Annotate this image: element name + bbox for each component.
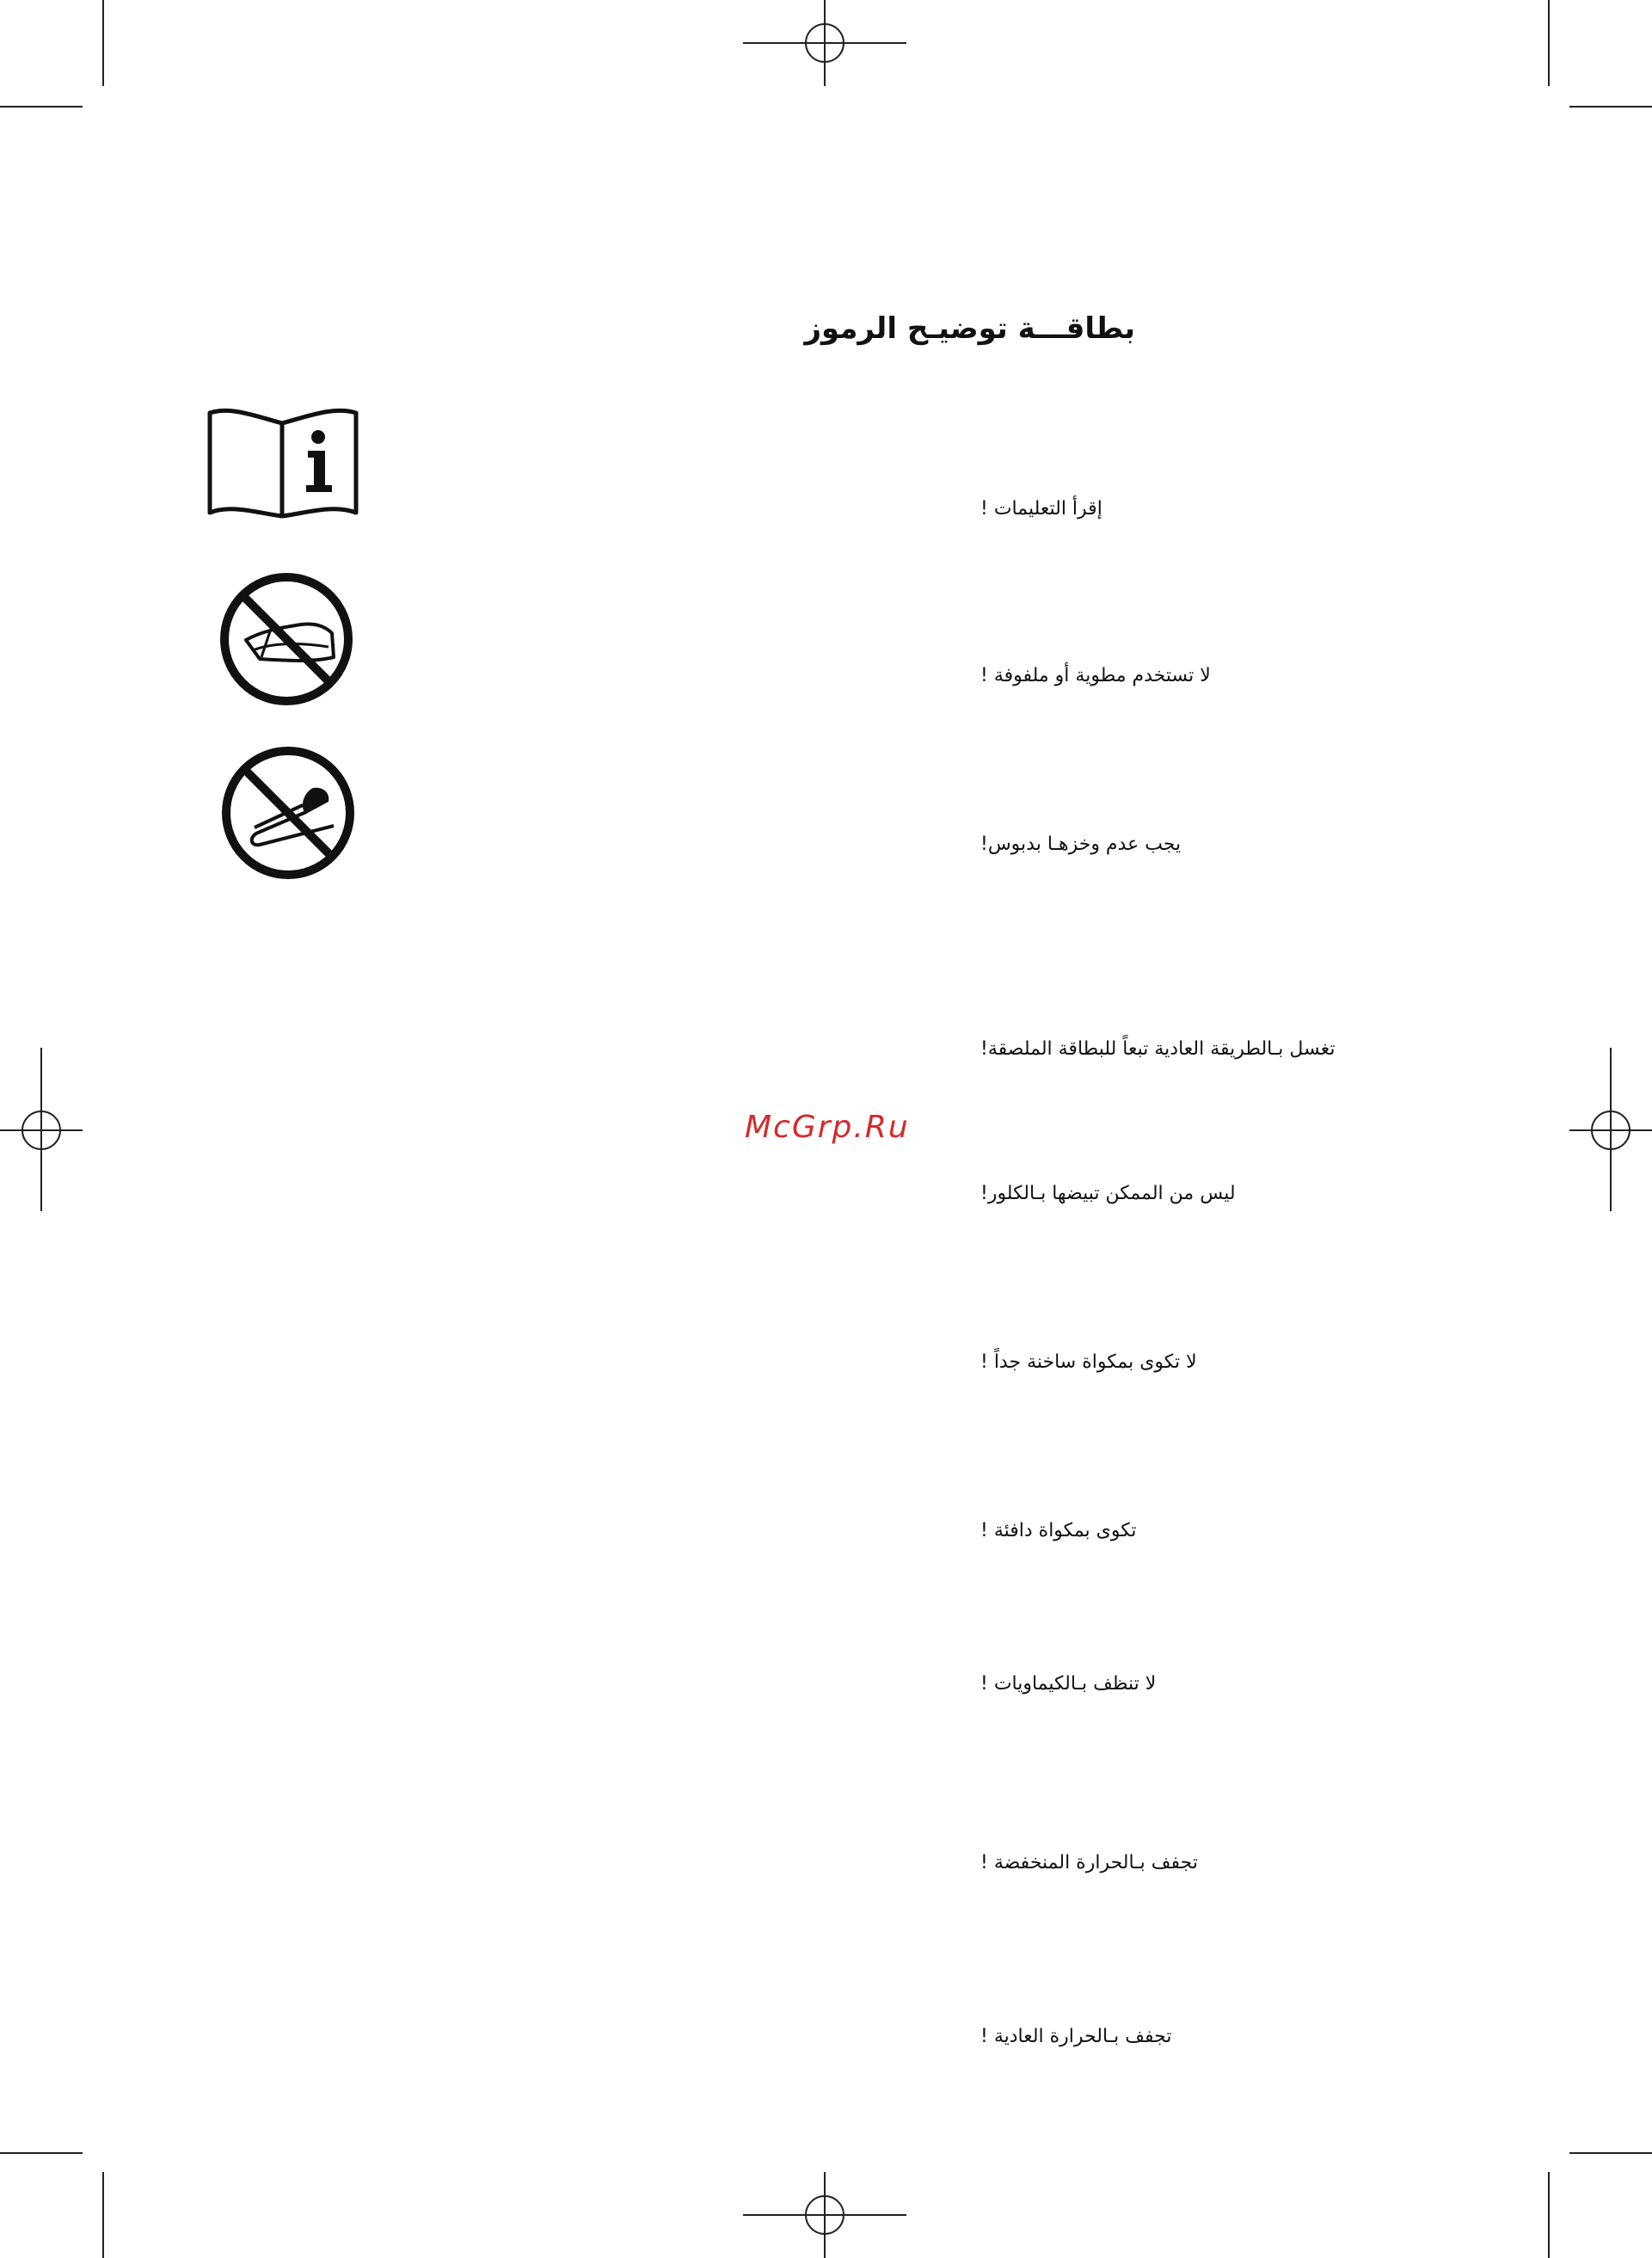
do-not-fold-icon bbox=[218, 571, 354, 707]
symbol-label-warm-iron: تكوى بمكواة دافئة ! bbox=[980, 1520, 1137, 1541]
registration-target-top bbox=[743, 0, 906, 86]
read-instructions-icon bbox=[205, 406, 361, 520]
symbol-label-normal-wash: تغسل بـالطريقة العادية تبعاً للبطاقة الملصقة! bbox=[980, 1038, 1336, 1060]
symbol-label-do-not-fold: لا تستخدم مطوية أو ملفوفة ! bbox=[980, 665, 1211, 686]
watermark: McGrp.Ru bbox=[745, 1110, 910, 1145]
symbol-label-no-dry-clean: لا تنظف بـالكيماويات ! bbox=[980, 1673, 1157, 1695]
symbol-label-no-hot-iron: لا تكوى بمكواة ساخنة جداً ! bbox=[980, 1351, 1197, 1373]
symbol-label-no-safety-pin: يجب عدم وخزهـا بدبوس! bbox=[980, 834, 1182, 855]
symbol-label-read-instructions: إقرأ التعليمات ! bbox=[980, 498, 1102, 520]
no-safety-pin-icon bbox=[220, 745, 356, 881]
registration-target-right bbox=[1569, 1048, 1652, 1211]
page-title: بطاقـــة توضيـح الرموز bbox=[804, 311, 1135, 346]
registration-target-left bbox=[0, 1048, 83, 1211]
registration-target-bottom bbox=[743, 2172, 906, 2258]
symbol-label-tumble-dry-normal: تجفف بـالحرارة العادية ! bbox=[980, 2026, 1172, 2047]
symbol-label-no-bleach: ليس من الممكن تبيضها بـالكلور! bbox=[980, 1183, 1236, 1204]
symbol-label-tumble-dry-low: تجفف بـالحرارة المنخفضة ! bbox=[980, 1852, 1198, 1873]
